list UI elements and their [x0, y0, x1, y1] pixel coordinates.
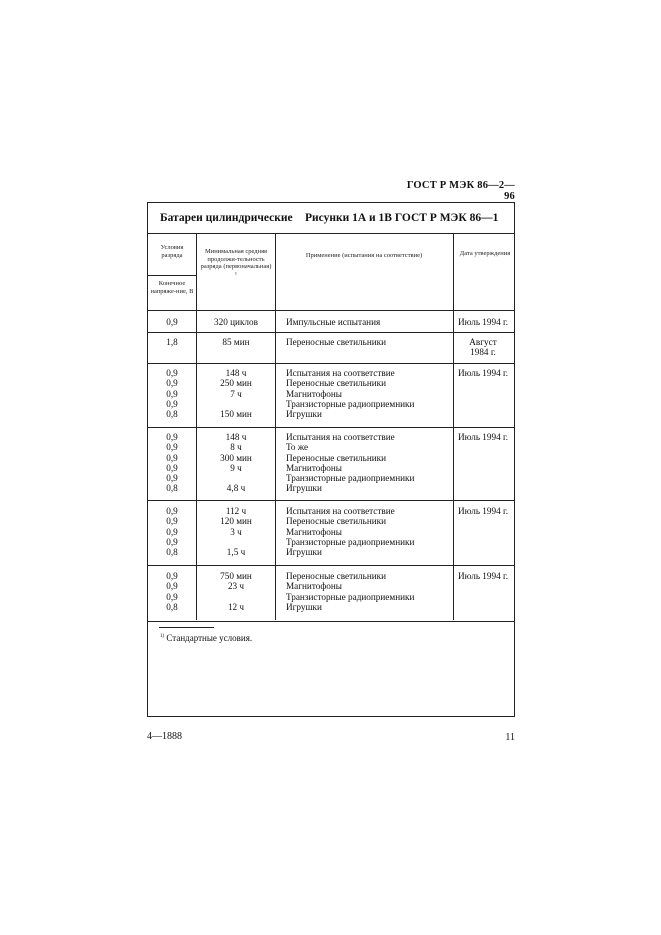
footnote — [160, 633, 252, 643]
header-conditions: Условия разряда — [160, 244, 184, 259]
date-cell: Август 1984 г. — [469, 337, 497, 358]
application-cell: Испытания на соответствие То же Переносные светильники Магнитофоны Транзисторные радиоприемники Игрушки — [286, 432, 415, 494]
footnote-text: Стандартные условия. — [166, 633, 253, 643]
voltage-cell: 0,9 0,9 0,9 0,9 0,8 — [166, 506, 178, 558]
date-cell: Июль 1994 г. — [457, 317, 509, 327]
application-cell: Испытания на соответствие Переносные светильники Магнитофоны Транзисторные радиоприемники Игрушки — [286, 506, 415, 558]
voltage-cell: 0,9 0,9 0,9 0,8 — [166, 571, 178, 612]
voltage-cell: 0,9 — [166, 317, 178, 327]
row-divider — [148, 565, 514, 566]
voltage-cell: 0,9 0,9 0,9 0,9 0,9 0,8 — [166, 432, 178, 494]
footnote-rule — [159, 627, 214, 628]
duration-cell: 85 мин — [222, 337, 250, 347]
header-duration: Минимальная средняя продолжи-тельность разряда (первоначальная) ¹ — [200, 248, 272, 278]
duration-cell: 112 ч 120 мин 3 ч 1,5 ч — [220, 506, 252, 558]
date-cell: Июль 1994 г. — [457, 571, 509, 581]
page-code: 4—1888 — [147, 731, 182, 742]
document-code: ГОСТ Р МЭК 86—2—96 — [406, 180, 515, 202]
duration-cell: 750 мин 23 ч 12 ч — [220, 571, 252, 612]
application-cell: Импульсные испытания — [286, 317, 381, 327]
footnote-marker: 1) — [160, 634, 165, 639]
date-cell: Июль 1994 г. — [457, 432, 509, 442]
voltage-cell: 1,8 — [166, 337, 178, 347]
header-approval-date: Дата утверждения — [459, 250, 511, 257]
date-cell: Июль 1994 г. — [457, 368, 509, 378]
header-application: Применение (испытания на соответствие) — [305, 252, 423, 259]
duration-cell: 148 ч 8 ч 300 мин 9 ч 4,8 ч — [220, 432, 252, 494]
row-divider — [148, 363, 514, 364]
row-divider — [148, 500, 514, 501]
duration-cell: 148 ч 250 мин 7 ч 150 мин — [220, 368, 252, 420]
application-cell: Испытания на соответствие Переносные светильники Магнитофоны Транзисторные радиоприемники Игрушки — [286, 368, 415, 420]
application-cell: Переносные светильники — [286, 337, 387, 347]
table-title-left: Батареи цилиндрические — [160, 212, 293, 224]
date-cell: Июль 1994 г. — [457, 506, 509, 516]
application-cell: Переносные светильники Магнитофоны Транзисторные радиоприемники Игрушки — [286, 571, 415, 612]
page-number: 11 — [505, 732, 515, 743]
table-title-row — [148, 203, 514, 234]
row-divider — [148, 427, 514, 428]
battery-table — [147, 202, 515, 717]
header-bottom-rule — [148, 310, 514, 311]
header-end-voltage: Конечное напряже-ние, В — [150, 280, 194, 295]
duration-cell: 320 циклов — [214, 317, 258, 327]
table-body-bottom-rule — [148, 621, 514, 622]
table-title-right: Рисунки 1А и 1В ГОСТ Р МЭК 86—1 — [305, 212, 499, 224]
voltage-cell: 0,9 0,9 0,9 0,9 0,8 — [166, 368, 178, 420]
row-divider — [148, 332, 514, 333]
header-subdivider — [148, 275, 196, 276]
